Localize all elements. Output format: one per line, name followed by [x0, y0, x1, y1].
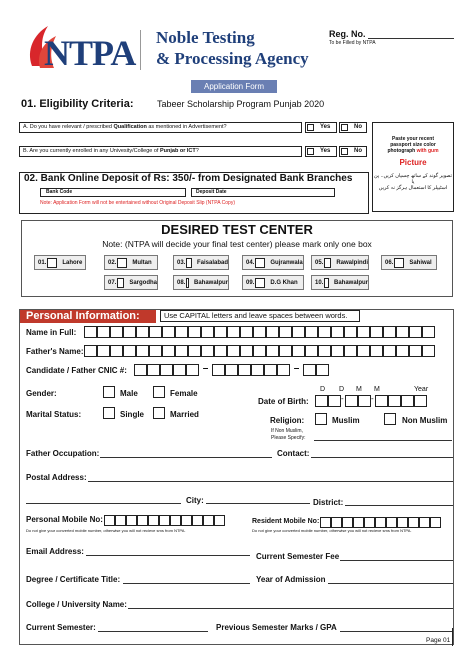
center-name: Rawalpindi: [336, 259, 368, 266]
no-label: No: [354, 124, 362, 130]
specify-religion-field[interactable]: [314, 440, 452, 441]
father-occupation-field[interactable]: [100, 457, 272, 458]
photo-instruction-3a: photograph: [387, 148, 417, 154]
center-number: 03.: [177, 259, 186, 266]
logo-divider: [140, 30, 141, 70]
center-checkbox[interactable]: [324, 278, 329, 288]
dob-day-hdr-1: D: [320, 386, 326, 393]
deposit-date-field[interactable]: [191, 188, 335, 197]
dob-month-hdr-1: M: [356, 386, 362, 393]
dob-label: Date of Birth:: [258, 397, 309, 406]
form-title-bar: [191, 80, 277, 93]
muslim-label: Muslim: [332, 416, 360, 425]
district-field[interactable]: [345, 505, 453, 506]
male-label: Male: [120, 389, 138, 398]
question-a-no[interactable]: [339, 122, 367, 133]
name-input-grid[interactable]: [84, 325, 435, 343]
married-checkbox[interactable]: [153, 407, 165, 419]
postal-address-field-2[interactable]: [26, 503, 181, 504]
postal-address-field[interactable]: [88, 481, 453, 482]
capital-instruction: [160, 310, 360, 322]
degree-field[interactable]: [123, 583, 250, 584]
please-specify: Please Specify:: [271, 435, 306, 441]
test-center-option[interactable]: [104, 275, 158, 290]
father-name-input-grid[interactable]: [84, 344, 435, 362]
reg-no-field[interactable]: [368, 38, 454, 39]
test-center-option[interactable]: [311, 275, 369, 290]
non-muslim-label: Non Muslim: [402, 416, 448, 425]
test-center-option[interactable]: [381, 255, 437, 270]
yes-label: Yes: [320, 124, 331, 130]
center-number: 04.: [246, 259, 255, 266]
picture-label: Picture: [399, 158, 427, 167]
eligibility-heading: 01. Eligibility Criteria:: [21, 98, 134, 110]
question-b-no[interactable]: [339, 146, 367, 157]
test-center-option[interactable]: [242, 255, 304, 270]
question-b-yes[interactable]: [305, 146, 337, 157]
program-name: Tabeer Scholarship Program Punjab 2020: [157, 99, 325, 109]
test-center-option[interactable]: [242, 275, 304, 290]
deposit-date-label: Deposit Date: [196, 189, 227, 195]
year-admission-field[interactable]: [328, 583, 453, 584]
current-semester-field[interactable]: [98, 631, 208, 632]
prev-marks-label: Previous Semester Marks / GPA: [216, 623, 337, 632]
org-name-line1: Noble Testing: [156, 28, 255, 47]
year-admission-label: Year of Admission: [256, 575, 326, 584]
test-center-option[interactable]: [104, 255, 158, 270]
muslim-checkbox[interactable]: [315, 413, 327, 425]
checkbox[interactable]: [341, 148, 348, 155]
checkbox[interactable]: [307, 148, 314, 155]
college-label: College / University Name:: [26, 600, 127, 609]
center-name: Lahore: [62, 259, 83, 266]
city-field[interactable]: [206, 503, 310, 504]
question-a-yes[interactable]: [305, 122, 337, 133]
degree-label: Degree / Certificate Title:: [26, 575, 121, 584]
page-number: Page 01: [426, 637, 451, 644]
male-checkbox[interactable]: [103, 386, 115, 398]
religion-label: Religion:: [270, 416, 305, 425]
footer-rule: [452, 628, 453, 646]
center-checkbox[interactable]: [47, 258, 57, 268]
cnic-label: Candidate / Father CNIC #:: [26, 366, 127, 375]
question-b-suffix: ?: [195, 148, 199, 154]
test-center-option[interactable]: [34, 255, 86, 270]
email-field[interactable]: [86, 555, 250, 556]
single-label: Single: [120, 410, 145, 419]
question-b: [19, 146, 302, 157]
center-number: 02.: [108, 259, 117, 266]
test-center-option[interactable]: [173, 255, 229, 270]
personal-mobile-note: Do not give your converted mobile number, otherwise you will not recieve sms from NTPA.: [26, 528, 186, 533]
deposit-heading: 02. Bank Online Deposit of Rs: 350/- from Designated Bank Branches: [24, 173, 353, 184]
center-number: 08.: [177, 279, 186, 286]
deposit-note: Note: Application Form will not be entertained without Original Deposit Slip (NTPA Copy): [40, 200, 235, 206]
city-label: City:: [186, 496, 204, 505]
logo-text: NTPA: [44, 33, 136, 73]
org-name-line2: & Processing Agency: [156, 49, 309, 68]
center-checkbox[interactable]: [117, 278, 124, 288]
capital-instruction-text: Use CAPITAL letters and leave spaces between words.: [164, 311, 348, 320]
question-a-bold: Qualification: [113, 124, 147, 130]
reg-no-label: Reg. No.: [329, 29, 366, 39]
no-label: No: [354, 148, 362, 154]
father-occupation-label: Father Occupation:: [26, 449, 100, 458]
reg-no-note: To be Filled by NTPA: [329, 40, 376, 46]
center-number: 10.: [315, 279, 324, 286]
center-checkbox[interactable]: [186, 278, 189, 288]
prev-marks-field[interactable]: [340, 631, 453, 632]
question-a-suffix: as mentioned in Advertisement?: [146, 124, 227, 130]
non-muslim-checkbox[interactable]: [384, 413, 396, 425]
photo-box[interactable]: [372, 122, 454, 212]
semester-fee-label: Current Semester Fee: [256, 552, 340, 561]
personal-heading-bar: [20, 310, 156, 323]
center-number: 05.: [315, 259, 324, 266]
female-checkbox[interactable]: [153, 386, 165, 398]
test-center-title: DESIRED TEST CENTER: [161, 222, 313, 237]
test-center-option[interactable]: [311, 255, 369, 270]
contact-field[interactable]: [311, 457, 453, 458]
ntpa-logo: [26, 22, 138, 72]
yes-label: Yes: [320, 148, 331, 154]
single-checkbox[interactable]: [103, 407, 115, 419]
postal-address-label: Postal Address:: [26, 473, 87, 482]
center-number: 06.: [385, 259, 394, 266]
test-center-option[interactable]: [173, 275, 229, 290]
photo-urdu-2: اسٹیپلر کا استعمال ہرگز نہ کریں: [378, 185, 448, 191]
center-checkbox[interactable]: [324, 258, 331, 268]
center-name: Bahawalpur: [193, 279, 228, 286]
resident-mobile-label: Resident Mobile No:: [252, 518, 320, 525]
center-checkbox[interactable]: [117, 258, 127, 268]
center-name: Bahawalpur: [333, 279, 368, 286]
center-number: 09.: [246, 279, 255, 286]
contact-label: Contact:: [277, 449, 310, 458]
dob-month-hdr-2: M: [374, 386, 380, 393]
center-checkbox[interactable]: [255, 258, 265, 268]
question-b-bold: Punjab or ICT: [159, 148, 196, 154]
center-name: Gujranwala: [270, 259, 303, 266]
photo-instruction-3: [373, 148, 453, 154]
district-label: District:: [313, 498, 344, 507]
center-name: Sahiwal: [409, 259, 432, 266]
cnic-input-grid[interactable]: – –: [134, 363, 329, 381]
dob-input-grid[interactable]: - -: [315, 394, 427, 412]
if-non-muslim: If Non Muslim,: [271, 428, 303, 434]
center-name: Sargodha: [129, 279, 157, 286]
female-label: Female: [170, 389, 198, 398]
test-center-note: Note: (NTPA will decide your final test center) please mark only one box: [102, 239, 372, 249]
center-number: 07.: [108, 279, 117, 286]
photo-instruction-3b: with gum: [416, 148, 439, 154]
dob-year-hdr: Year: [414, 386, 429, 393]
personal-mobile-label: Personal Mobile No:: [26, 515, 103, 524]
checkbox[interactable]: [341, 124, 348, 131]
center-name: Multan: [132, 259, 152, 266]
college-field[interactable]: [128, 608, 453, 609]
center-checkbox[interactable]: [394, 258, 404, 268]
gender-label: Gender:: [26, 389, 57, 398]
personal-heading: Personal Information:: [26, 310, 140, 322]
resident-mobile-note: Do not give your converted mobile number, otherwise you will not recieve sms from NTPA.: [252, 528, 412, 533]
center-name: D.G Khan: [270, 279, 298, 286]
photo-instruction-2: passport size color: [390, 142, 436, 148]
form-title: Application Form: [203, 82, 265, 91]
bank-code-label: Bank Code: [46, 189, 73, 195]
email-label: Email Address:: [26, 547, 84, 556]
dob-day-hdr-2: D: [339, 386, 345, 393]
photo-urdu-1: تصویر گوند کے ساتھ چسپاں کریں۔ پن یا: [373, 173, 453, 185]
bank-code-field[interactable]: [40, 188, 186, 197]
semester-fee-field[interactable]: [340, 560, 453, 561]
father-name-label: Father's Name:: [26, 347, 84, 356]
question-a: [19, 122, 302, 133]
checkbox[interactable]: [307, 124, 314, 131]
center-number: 01.: [38, 259, 47, 266]
name-label: Name in Full:: [26, 328, 77, 337]
current-semester-label: Current Semester:: [26, 623, 96, 632]
marital-label: Marital Status:: [26, 410, 82, 419]
center-checkbox[interactable]: [255, 278, 265, 288]
center-name: Faisalabad: [196, 259, 228, 266]
question-a-text: A. Do you have relevant / prescribed: [23, 124, 114, 130]
deposit-section: [19, 172, 369, 214]
center-checkbox[interactable]: [186, 258, 192, 268]
question-b-text: B. Are you currently enrolled in any Univesity/College of: [23, 148, 160, 154]
photo-instruction-1: Paste your recent: [392, 136, 434, 142]
married-label: Married: [170, 410, 199, 419]
